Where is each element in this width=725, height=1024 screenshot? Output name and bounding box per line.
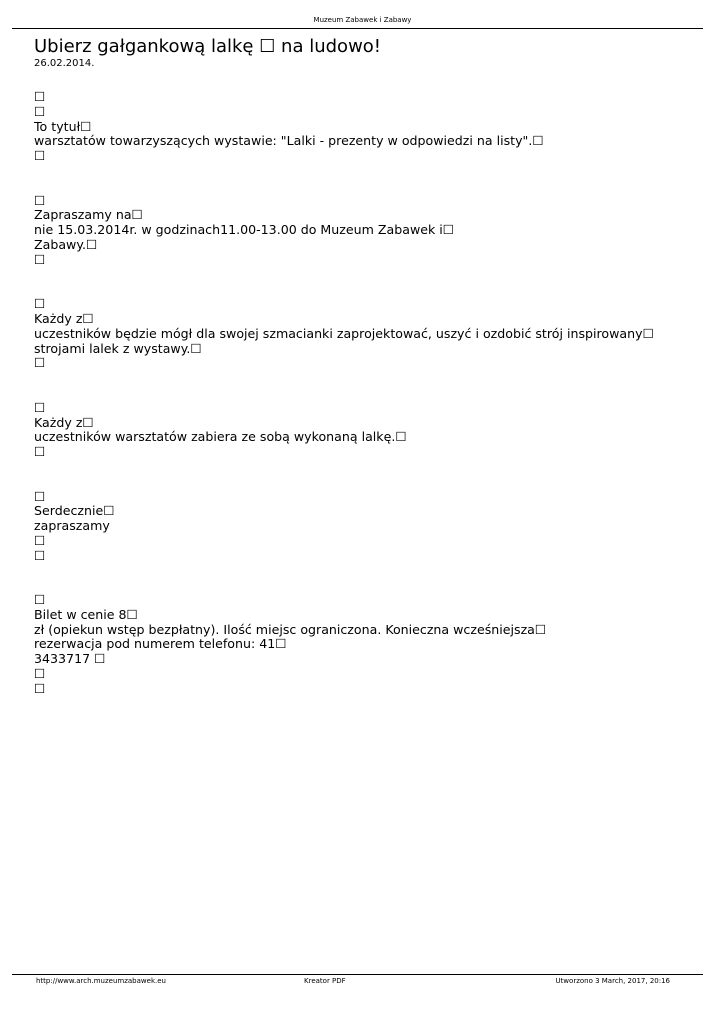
body-line: Serdecznie☐ [34,503,115,519]
header-divider [12,28,703,29]
body-line: ☐ [34,399,46,415]
blank-line [34,179,714,194]
body-line: uczestników będzie mógł dla swojej szmacianki zaprojektować, uszyć i ozdobić strój inspirowany☐ [34,325,654,341]
footer-generator: Kreator PDF [304,977,346,985]
body-line: ☐ [34,148,46,164]
body-line: ☐ [34,532,46,548]
body-line: uczestników warsztatów zabiera ze sobą wykonaną lalkę.☐ [34,429,407,445]
blank-line [34,164,714,179]
body-line: strojami lalek z wystawy.☐ [34,340,202,356]
header-site-title: Muzeum Zabawek i Zabawy [313,16,412,24]
article-body [34,90,714,697]
body-line: warsztatów towarzyszących wystawie: "Lalki - prezenty w odpowiedzi na listy".☐ [34,133,544,149]
article-date: 26.02.2014. [34,58,95,69]
article-header [34,36,704,69]
blank-line [34,386,714,401]
body-line: ☐ [34,296,46,312]
body-line: rezerwacja pod numerem telefonu: 41☐ [34,636,287,652]
footer-divider [12,974,703,975]
body-line: ☐ [34,355,46,371]
body-line: Zabawy.☐ [34,236,98,252]
body-line: Bilet w cenie 8☐ [34,606,138,622]
blank-line [34,578,714,593]
body-line: ☐ [34,547,46,563]
blank-line [34,371,714,386]
body-line: zapraszamy [34,518,110,534]
body-line: ☐ [34,444,46,460]
body-line: ☐ [34,103,46,119]
footer-url: http://www.arch.muzeumzabawek.eu [36,977,166,985]
footer-created-date: Utworzono 3 March, 2017, 20:16 [555,977,670,985]
blank-line [34,564,714,579]
body-line: zł (opiekun wstęp bezpłatny). Ilość miejsc ograniczona. Konieczna wcześniejsza☐ [34,621,547,637]
blank-line [34,475,714,490]
article-title: Ubierz gałgankową lalkę ☐ na ludowo! [34,36,382,57]
blank-line [34,282,714,297]
body-line: Każdy z☐ [34,310,94,326]
body-line: ☐ [34,592,46,608]
body-line: ☐ [34,192,46,208]
body-line: To tytuł☐ [34,118,92,134]
body-line: ☐ [34,89,46,104]
body-line: ☐ [34,680,46,696]
body-line: nie 15.03.2014r. w godzinach11.00-13.00 do Muzeum Zabawek i☐ [34,222,455,238]
body-line: ☐ [34,251,46,267]
blank-line [34,268,714,283]
footer [0,977,725,986]
body-line: ☐ [34,666,46,682]
body-line: Każdy z☐ [34,414,94,430]
blank-line [34,460,714,475]
body-line: Zapraszamy na☐ [34,207,143,223]
body-line: 3433717 ☐ [34,651,106,667]
body-line: ☐ [34,488,46,504]
